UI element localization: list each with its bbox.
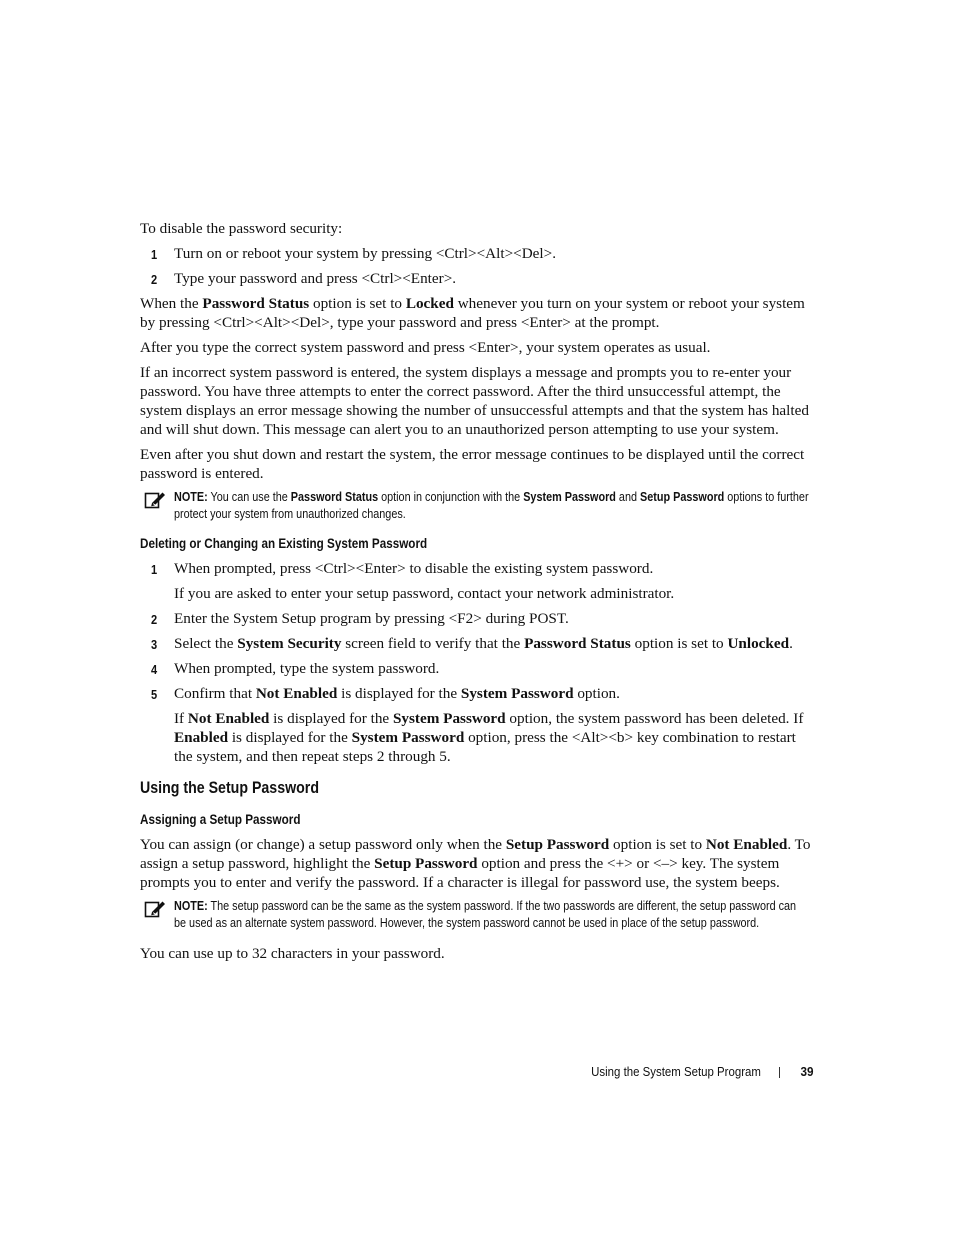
page-number: 39 (799, 1064, 813, 1079)
intro-text: To disable the password security: (140, 220, 343, 237)
heading-setup-password: Using the Setup Password (140, 779, 319, 797)
step-text: Type your password and press <Ctrl><Enter>. (174, 270, 457, 287)
heading-assign-setup-password: Assigning a Setup Password (140, 812, 301, 827)
note-pencil-icon (144, 491, 166, 509)
step-number: 4 (151, 662, 158, 677)
step-text: Enter the System Setup program by pressing <F2> during POST. (174, 610, 569, 627)
list-item (140, 269, 812, 288)
list-item (140, 634, 812, 653)
after-paragraph: After you type the correct system password and press <Enter>, your system operates as usual. (140, 339, 711, 356)
step-number: 1 (151, 562, 158, 577)
note-box (140, 898, 812, 932)
restart-paragraph: Even after you shut down and restart the system, the error message continues to be displayed until the correct password is entered. (140, 446, 805, 482)
incorrect-password-paragraph: If an incorrect system password is entered, the system displays a message and prompts you to re-enter your password. You have three attempts to enter the correct password. After the third unsuccessful attempt, the system displays an error message showing the number of unsuccessful attempts and that the system has halted and will shut down. This message can alert you to an unauthorized person attempting to use your system. (140, 364, 809, 438)
page-footer (560, 1062, 813, 1082)
step-subtext: If you are asked to enter your setup password, contact your network administrator. (174, 585, 675, 602)
footer-separator (779, 1067, 780, 1078)
note-box (140, 489, 812, 523)
list-item (140, 559, 812, 578)
step-text: Turn on or reboot your system by pressing <Ctrl><Alt><Del>. (174, 245, 556, 262)
step-number: 2 (151, 612, 158, 627)
page-content (140, 219, 812, 969)
assign-paragraph: You can assign (or change) a setup password only when the Setup Password option is set to Not Enabled. To assign a setup password, highlight the Setup Password option and press the <+> or <–> key. The system prompts you to enter and verify the password. If a character is illegal for password use, the system beeps. (140, 836, 811, 891)
step-text: When prompted, type the system password. (174, 660, 440, 677)
heading-delete-password: Deleting or Changing an Existing System Password (140, 536, 428, 551)
locked-paragraph: When the Password Status option is set to Locked whenever you turn on your system or reboot your system by pressing <Ctrl><Alt><Del>, type your password and press <Enter> at the prompt. (140, 295, 805, 331)
note-text: NOTE: You can use the Password Status option in conjunction with the System Password and Setup Password options to further protect your system from unauthorized changes. (174, 490, 809, 521)
step-number: 1 (151, 247, 158, 262)
list-item (140, 609, 812, 628)
step-number: 3 (151, 637, 158, 652)
footer-chapter-title: Using the System Setup Program (591, 1064, 761, 1079)
note-pencil-icon (144, 900, 166, 918)
step-number: 2 (151, 272, 158, 287)
step-number: 5 (151, 687, 158, 702)
note-text: NOTE: The setup password can be the same as the system password. If the two passwords are different, the setup password can be used as an alternate system password. However, the system password cannot be used in place of the setup password. (174, 899, 797, 930)
list-item (140, 684, 812, 703)
list-item (140, 659, 812, 678)
step-text: Confirm that Not Enabled is displayed for the System Password option. (174, 685, 620, 702)
step-subtext: If Not Enabled is displayed for the System Password option, the system password has been deleted. If Enabled is displayed for the System Password option, press the <Alt><b> key combination to restart the system, and then repeat steps 2 through 5. (174, 710, 804, 765)
step-text: When prompted, press <Ctrl><Enter> to disable the existing system password. (174, 560, 654, 577)
characters-paragraph: You can use up to 32 characters in your password. (140, 945, 445, 962)
step-text: Select the System Security screen field to verify that the Password Status option is set to Unlocked. (174, 635, 793, 652)
list-item (140, 244, 812, 263)
